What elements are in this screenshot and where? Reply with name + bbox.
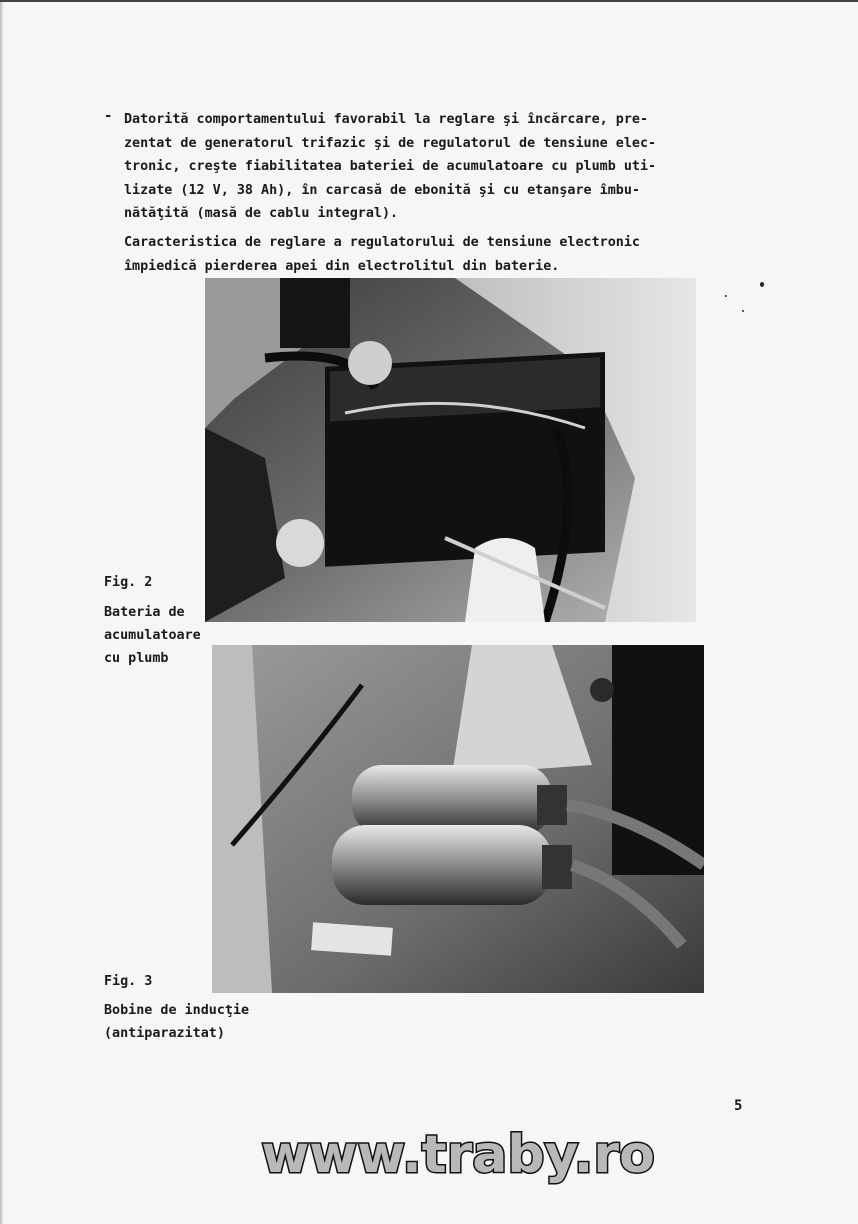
bullet-dash: - <box>104 108 113 124</box>
figure-3-caption: Bobine de inducţie (antiparazitat) <box>104 1003 250 1041</box>
speck <box>760 282 764 287</box>
watermark-logo <box>228 1120 688 1196</box>
figure-3-label: Fig. 3 <box>104 974 153 989</box>
figure-2-label: Fig. 2 <box>104 575 153 590</box>
speck <box>742 310 744 312</box>
page-number: 5 <box>734 1098 743 1114</box>
paragraph-battery-reliability: Datorită comportamentului favorabil la reglare şi încărcare, pre- zentat de generatorul trifazic şi de regulatorul de tensiune elec- tronic, creşte fiabilitatea bateriei de acumulatoare cu plumb uti- lizate (12 V, 38 Ah), în carcasă de ebonită şi cu etanşare îmbu- nătăţită (masă de cablu integral). <box>124 112 657 221</box>
battery-photo-drawing <box>205 278 696 622</box>
paragraph-regulator-characteristic: Caracteristica de reglare a regulatorului de tensiune electronic împiedică pierderea apei din electrolitul din baterie. <box>124 235 640 274</box>
ignition-coils-photo <box>212 645 704 993</box>
ignition-coils-photo-drawing <box>212 645 704 993</box>
battery-photo <box>205 278 696 622</box>
figure-2-caption: Bateria de acumulatoare cu plumb <box>104 605 201 666</box>
watermark-text: www.traby.ro <box>261 1125 655 1185</box>
speck <box>725 295 727 297</box>
